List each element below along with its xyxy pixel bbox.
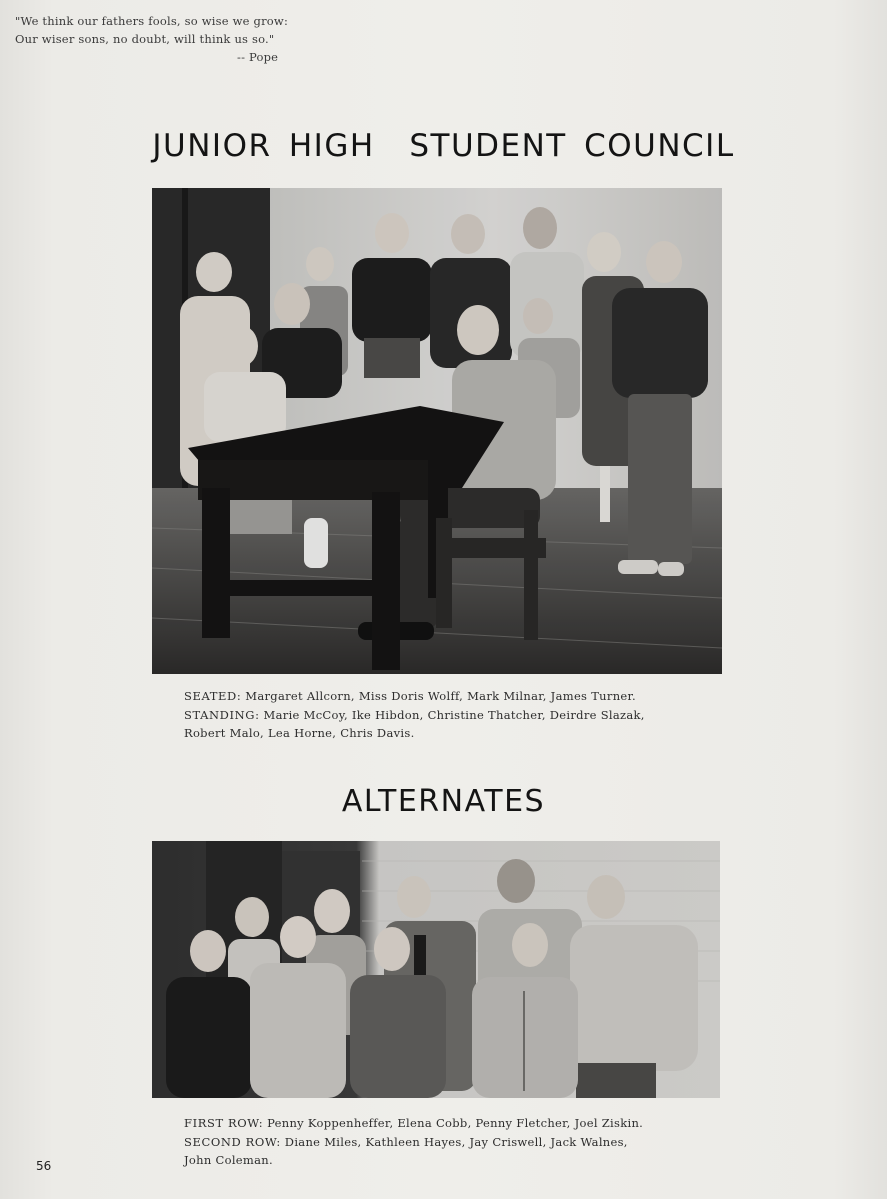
page-number: 56	[36, 1159, 52, 1173]
second-row-names-1: Diane Miles, Kathleen Hayes, Jay Criswell, Jack Walnes,	[284, 1134, 628, 1149]
standing-label: STANDING:	[184, 707, 260, 722]
second-row-names-2: John Coleman.	[184, 1153, 273, 1167]
student-council-photo	[152, 188, 722, 674]
seated-label: SEATED:	[184, 689, 242, 703]
standing-line	[184, 706, 714, 725]
seated-names: Margaret Allcorn, Miss Doris Wolff, Mark Milnar, James Turner.	[245, 689, 636, 703]
quote-line-2: Our wiser sons, no doubt, will think us so."	[15, 32, 275, 46]
standing-names-1: Marie McCoy, Ike Hibdon, Christine Thatcher, Deirdre Slazak,	[263, 707, 645, 722]
alternates-caption	[184, 1114, 714, 1170]
second-row-label: SECOND ROW:	[184, 1134, 281, 1149]
standing-names-2: Robert Malo, Lea Horne, Chris Davis.	[184, 726, 415, 740]
student-council-photo-image	[152, 188, 722, 674]
first-row-line	[184, 1114, 714, 1133]
alternates-title: ALTERNATES	[341, 784, 546, 819]
seated-line	[184, 687, 714, 706]
quote-line-1: "We think our fathers fools, so wise we grow:	[15, 14, 289, 28]
quote-attribution: -- Pope	[237, 50, 279, 64]
first-row-names: Penny Koppenheffer, Elena Cobb, Penny Fletcher, Joel Ziskin.	[267, 1116, 644, 1130]
student-council-caption	[184, 687, 714, 743]
student-council-title: JUNIOR HIGH STUDENT COUNCIL	[152, 128, 735, 164]
alternates-photo	[152, 841, 720, 1098]
epigraph-quote	[15, 12, 288, 66]
alternates-photo-image	[152, 841, 720, 1098]
first-row-label: FIRST ROW:	[184, 1116, 264, 1130]
second-row-line	[184, 1133, 714, 1152]
